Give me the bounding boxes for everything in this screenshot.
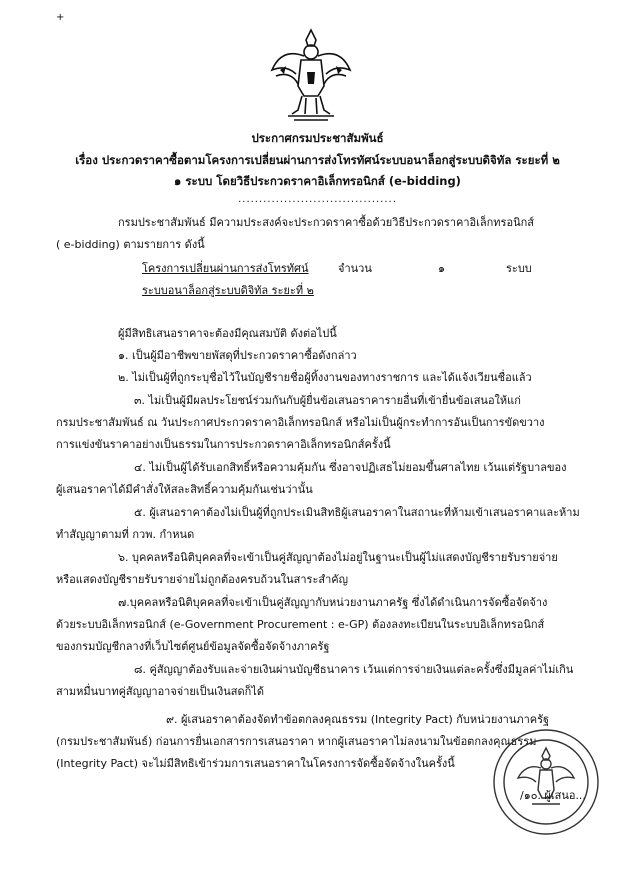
qualification-1: ๑. เป็นผู้มีอาชีพขายพัสดุที่ประกวดราคาซื้อดังกล่าว [118,349,357,362]
separator: ...................................... [238,194,397,205]
qualification-8-line2: สามหมื่นบาทคู่สัญญาอาจจ่ายเป็นเงินสดก็ได้ [56,685,264,698]
qualification-5-line2: ทำสัญญาตามที่ กวพ. กำหนด [56,528,195,541]
intro-line2: ( e-bidding) ตามรายการ ดังนี้ [56,238,205,251]
garuda-emblem-icon [268,26,354,126]
qualification-4-line2: ผู้เสนอราคาได้มีคำสั่งให้สละสิทธิ์ความคุ้มกันเช่นว่านั้น [56,483,313,496]
qualification-7-line2: ด้วยระบบอิเล็กทรอนิกส์ (e-Government Procurement : e-GP) ต้องลงทะเบียนในระบบอิเล็กทรอนิกส์ [56,618,545,631]
qualification-2: ๒. ไม่เป็นผู้ที่ถูกระบุชื่อไว้ในบัญชีรายชื่อผู้ทิ้งงานของทางราชการ และได้แจ้งเวียนชื่อแล้ว [118,371,532,384]
qualification-8-line1: ๘. คู่สัญญาต้องรับและจ่ายเงินผ่านบัญชีธนาคาร เว้นแต่การจ่ายเงินแต่ละครั้งซึ่งมีมูลค่าไม่เกิน [134,663,574,676]
item-qty: ๑ [438,262,445,275]
qualification-7-line1: ๗.บุคคลหรือนิติบุคคลที่จะเข้าเป็นคู่สัญญากับหน่วยงานภาครัฐ ซึ่งได้ดำเนินการจัดซื้อจัดจ้าง [118,596,548,609]
qualification-9-line1: ๙. ผู้เสนอราคาต้องจัดทำข้อตกลงคุณธรรม (Integrity Pact) กับหน่วยงานภาครัฐ [166,713,550,726]
continuation-text: /๑๐. ผู้เสนอ... [520,789,586,802]
announcement-subject-line1: เรื่อง ประกวดราคาซื้อตามโครงการเปลี่ยนผ่านการส่งโทรทัศน์ระบบอนาล็อกสู่ระบบดิจิทัล ระยะที่ ๒ [75,153,560,167]
qualification-7-line3: ของกรมบัญชีกลางที่เว็บไซต์ศูนย์ข้อมูลจัดซื้อจัดจ้างภาครัฐ [56,640,330,653]
intro-line1: กรมประชาสัมพันธ์ มีความประสงค์จะประกวดราคาซื้อด้วยวิธีประกวดราคาอิเล็กทรอนิกส์ [118,216,534,229]
item-name-line1: โครงการเปลี่ยนผ่านการส่งโทรทัศน์ [142,262,309,275]
qualification-6-line2: หรือแสดงบัญชีรายรับรายจ่ายไม่ถูกต้องครบถ้วนในสาระสำคัญ [56,573,348,586]
qualification-6-line1: ๖. บุคคลหรือนิติบุคคลที่จะเข้าเป็นคู่สัญญาต้องไม่อยู่ในฐานะเป็นผู้ไม่แสดงบัญชีรายรับรายจ่าย [118,551,558,564]
page-mark: + [56,12,65,23]
qualification-3-line3: การแข่งขันราคาอย่างเป็นธรรมในการประกวดราคาอิเล็กทรอนิกส์ครั้งนี้ [56,438,391,451]
item-unit: ระบบ [506,262,532,275]
qualification-3-line1: ๓. ไม่เป็นผู้มีผลประโยชน์ร่วมกันกับผู้ยื่นข้อเสนอราคารายอื่นที่เข้ายื่นข้อเสนอให้แก่ [134,394,521,407]
announcement-subject-line2: ๑ ระบบ โดยวิธีประกวดราคาอิเล็กทรอนิกส์ (e-bidding) [174,174,461,188]
qualification-9-line3: (Integrity Pact) จะไม่มีสิทธิเข้าร่วมการเสนอราคาในโครงการจัดซื้อจัดจ้างในครั้งนี้ [56,757,455,770]
department-seal-stamp-icon [488,724,604,840]
item-name-line2: ระบบอนาล็อกสู่ระบบดิจิทัล ระยะที่ ๒ [142,284,314,297]
announcement-title: ประกาศกรมประชาสัมพันธ์ [251,131,384,145]
qualifications-heading: ผู้มีสิทธิเสนอราคาจะต้องมีคุณสมบัติ ดังต่อไปนี้ [118,327,337,340]
qualification-4-line1: ๔. ไม่เป็นผู้ได้รับเอกสิทธิ์หรือความคุ้มกัน ซึ่งอาจปฏิเสธไม่ยอมขึ้นศาลไทย เว้นแต่รัฐบาลของ [134,461,567,474]
qualification-9-line2: (กรมประชาสัมพันธ์) ก่อนการยื่นเอกสารการเสนอราคา หากผู้เสนอราคาไม่ลงนามในข้อตกลงคุณธรรม [56,735,537,748]
qualification-5-line1: ๕. ผู้เสนอราคาต้องไม่เป็นผู้ที่ถูกประเมินสิทธิผู้เสนอราคาในสถานะที่ห้ามเข้าเสนอราคาและห้าม [134,506,580,519]
item-qty-label: จำนวน [338,262,372,275]
qualification-3-line2: กรมประชาสัมพันธ์ ณ วันประกาศประกวดราคาอิเล็กทรอนิกส์ หรือไม่เป็นผู้กระทำการอันเป็นการขัดขวาง [56,416,545,429]
